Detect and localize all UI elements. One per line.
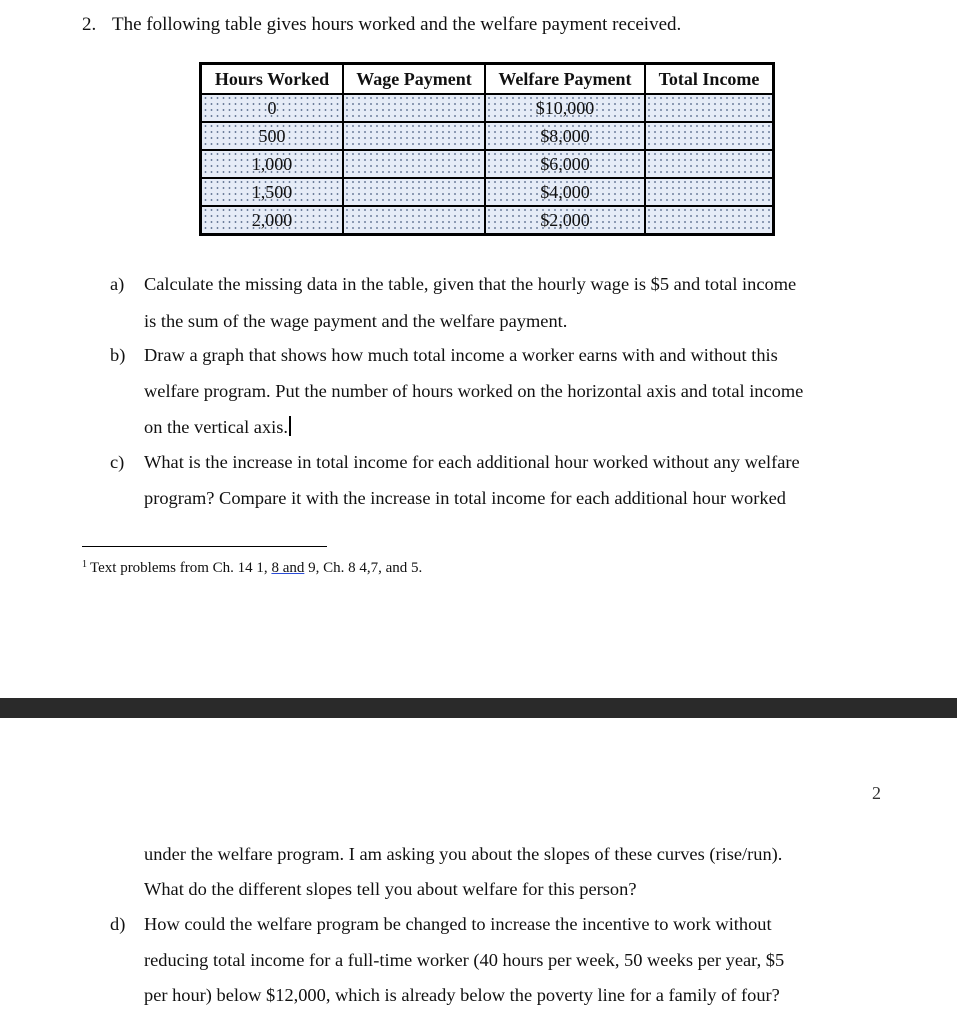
part-d-text: How could the welfare program be changed to increase the incentive to work without [144,914,772,934]
page-break [0,698,957,718]
col-header-wage: Wage Payment [343,64,485,95]
footnote-underlined: 8 and [271,560,305,576]
footnote-separator [82,546,327,547]
col-header-total: Total Income [645,64,774,95]
part-d-line-3: per hour) below $12,000, which is already below the poverty line for a family of four? [144,985,780,1005]
cell-hours[interactable]: 500 [201,122,344,150]
part-b-line-1 [110,345,778,366]
cell-hours[interactable]: 0 [201,94,344,122]
footnote-text-end: 9, Ch. 8 4,7, and 5. [304,560,423,576]
table-row [201,150,774,178]
cell-hours[interactable]: 2,000 [201,206,344,235]
part-b-label: b) [110,345,126,365]
cell-welfare[interactable]: $8,000 [485,122,645,150]
part-b-line-3[interactable] [144,416,291,438]
part-c-line-4: What do the different slopes tell you about welfare for this person? [144,879,637,899]
cell-wage[interactable] [343,206,485,235]
cell-welfare[interactable]: $6,000 [485,150,645,178]
footnote-marker: 1 [82,559,87,570]
cell-total[interactable] [645,206,774,235]
cell-wage[interactable] [343,122,485,150]
cell-hours[interactable]: 1,500 [201,178,344,206]
part-d-line-1 [110,914,772,935]
cell-total[interactable] [645,122,774,150]
table-row [201,178,774,206]
part-d-label: d) [110,914,126,934]
table-header-row [201,64,774,95]
part-b-text-end: on the vertical axis. [144,417,289,437]
welfare-table [199,62,775,236]
cell-wage[interactable] [343,94,485,122]
part-b-text: Draw a graph that shows how much total income a worker earns with and without this [144,345,778,365]
question-number: 2. [82,14,97,35]
table-row [201,94,774,122]
part-c-text: What is the increase in total income for each additional hour worked without any welfare [144,452,800,472]
cell-welfare[interactable]: $10,000 [485,94,645,122]
page-number: 2 [872,783,881,803]
part-c-line-2: program? Compare it with the increase in total income for each additional hour worked [144,488,786,508]
part-c-line-3: under the welfare program. I am asking you about the slopes of these curves (rise/run). [144,844,783,864]
cell-wage[interactable] [343,150,485,178]
cell-welfare[interactable]: $2,000 [485,206,645,235]
text-cursor [289,416,291,436]
col-header-welfare: Welfare Payment [485,64,645,95]
cell-welfare[interactable]: $4,000 [485,178,645,206]
col-header-hours: Hours Worked [201,64,344,95]
part-a-line-1 [110,274,796,295]
part-d-line-2: reducing total income for a full-time worker (40 hours per week, 50 weeks per year, $5 [144,950,785,970]
page-2 [0,718,957,1024]
part-a-text: Calculate the missing data in the table, given that the hourly wage is $5 and total income [144,274,797,294]
cell-total[interactable] [645,178,774,206]
part-b-line-2: welfare program. Put the number of hours worked on the horizontal axis and total income [144,381,804,401]
part-c-line-1 [110,452,800,473]
cell-total[interactable] [645,94,774,122]
table-row [201,206,774,235]
footnote-text: Text problems from Ch. 14 1, [90,560,272,576]
cell-hours[interactable]: 1,000 [201,150,344,178]
table-row [201,122,774,150]
question-text: The following table gives hours worked and the welfare payment received. [112,14,682,35]
cell-wage[interactable] [343,178,485,206]
cell-total[interactable] [645,150,774,178]
part-a-line-2: is the sum of the wage payment and the welfare payment. [144,311,568,331]
question-heading [82,14,681,36]
footnote [82,559,422,577]
part-a-label: a) [110,274,125,294]
part-c-label: c) [110,452,125,472]
